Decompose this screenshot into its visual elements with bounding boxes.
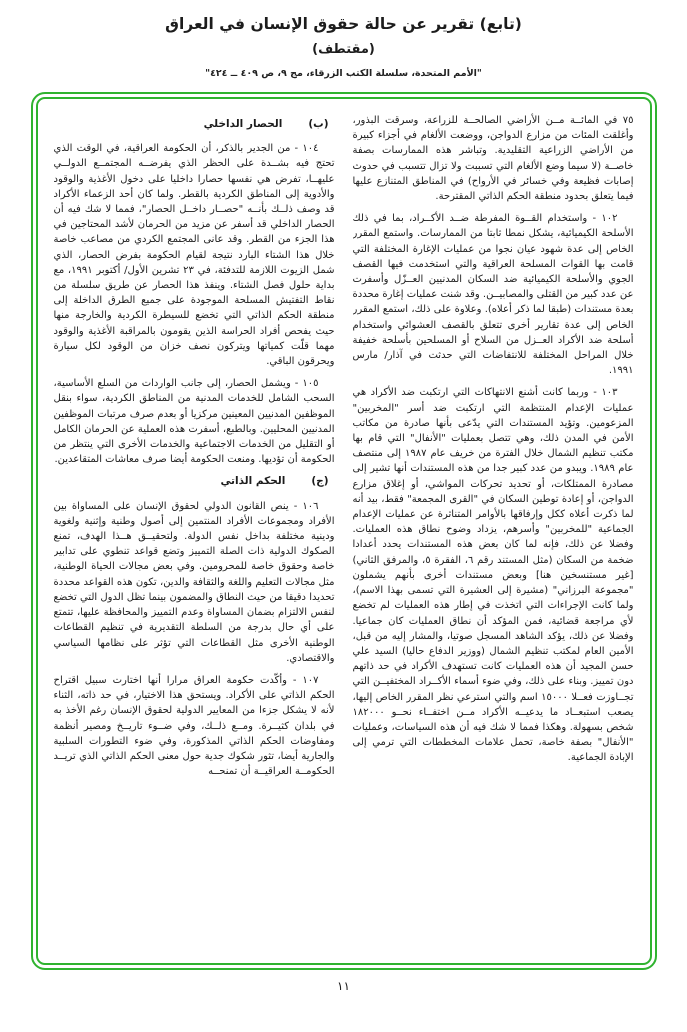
page-subtitle: (مقتطف) — [312, 42, 375, 57]
paragraph-103: ١٠٣ - وربما كانت أشنع الانتهاكات التي ارتكبت ضد الأكراد هي عمليات الإعدام المنتظمة التي ارتكبت ضد أسر "المخربين" المزعومين. وتؤيد المستندات التي يدّعى بأنها صادرة من مكاتب الأمن في المدن ذلك، وهي تتصل بعمليات "الأنفال" التي قام بها مكتب تنظيم الشمال خلال الفترة من خريف عام ١٩٨٧ إلى منتصف عام ١٩٨٩. ويبدو من عدد كبير جدا من هذه المستندات أنها تشير إلى مصادرة الممتلكات، أو تحديد تحركات المواشي، أو إغلاق مزارع الدواجن، أو إعادة توطين السكان في "القرى المجمعة" فقط، بيد أنه لما ذكرت أعلاه ككل وإرفاقها بالأوامر المتناثرة عن عمليات الإعدام الجماعية "للمخربين" وأسرهم، يزداد وضوح نطاق هذه العمليات. وفضلا عن ذلك، فإنه لما كان بعض هذه المستندات يحدد أعدادا ضخمة من السكان (مثل المستند رقم ٦، الفقرة ٥، والمرفق الثاني) [غير مستنسخين هنا] وبعض مستندات أخرى بأنهم يشملون "مجموعة البرزاني" (مشيرة إلى العشيرة التي تسمى بهذا الاسم)، ولما كانت الإجراءات التي اتخذت في إطار هذه العمليات لم تخضع لأي مراجعة قضائية، فمن المؤكد أن نطاق العمليات كان جماعيا. وفضلا عن ذلك، يؤكد الشاهد المسجل صوتيا، والمشار إليه من قبل، الأمين العام لمكتب تنظيم الشمال (ووزير الدفاع حاليا) السيد علي حسن المجيد أن هذه العمليات كانت تستهدف الأكراد في حد ذاتهم دون تمييز. وبناء على ذلك، وفي ضوء أسماء الأكــراد المختفيــن التي تجــاوزت فعــلا ١٥٠٠٠ اسم والتي استرعي نظر المقرر الخاص إليها، يصعب استبعــاد ما يدعيــه الأكراد مــن اختفــاء نحــو ١٨٢٠٠٠ شخص بسهولة. وهكذا فمما لا شك فيه أن هذه السياسات، وعمليات "الأنفال" بصفة خاصة، تحمل علامات المخططات التي ترمي إلى الإبادة الجماعية. — [352, 387, 634, 764]
paragraph-102: ١٠٢ - واستخدام القــوة المفرطة ضــد الأكــراد، بما في ذلك الأسلحة الكيميائية، يشكل نمطا ثابتا من الممارسات. واستمع المقرر الخاص إلى عدة شهود عيان نجوا من عمليات الإغارة المختلفة التي قامت بها القوات المسلحة العراقية والتي استخدمت فيها القصف الجوي والأسلحة الكيميائية ضد السكان المدنيين العــزّل وأسفرت عن عدد كبير من القتلى والمصابيــن. وقد شنت عمليات إغارة محددة بعدة مستندات (طبقا لما ذكر أعلاه). وعلاوة على ذلك، استمع المقرر الخاص إلى عدة تقارير أخرى تتعلق بالقصف العشوائي واستخدام أسلحة ضد الأكراد العــزل من السلاح أو المسلحين بأسلحة خفيفة خلال المراحل المختلفة للانتفاضات التي حدثت في آذار/ مارس ١٩٩١. — [352, 213, 634, 377]
section-title: الحصار الداخلي — [203, 118, 283, 130]
section-title: الحكم الذاتي — [220, 475, 286, 488]
paragraph-104: ١٠٤ - من الجدير بالذكر، أن الحكومة العراقية، في الوقت الذي تحتج فيه بشــدة على الحظر الذي يفرضــه المجتمــع الدولــي عليهــا، تفرض هي نفسها حصارا داخليا على دخول الأغذية والوقود والأدوية إلى المناطق الكردية بالقطر. ولما كان أحد الزعماء الأكراد قد وصف ذلــك بأنــه "حصــار داخــل الحصار"، فمما لا شك فيه أن الحصار الداخلي قد أسفر عن مزيد من الحرمان لأشد المحتاجين في هذا الجزء من القطر. وقد عانى المجتمع الكردي من مصاعب خاصة خلال هذا الشتاء البارد نتيجة لقيام الحكومة بفرض الحصار، الذي شمل الزيوت اللازمة للتدفئة، في ٢٣ تشرين الأول/ أكتوبر ١٩٩١، مع بداية حلول فصل الشتاء. وينفذ هذا الحصار عن طريق سلسلة من نقاط التفتيش المسلحة الموجودة على جميع الطرق الداخلة إلى منطقة الحكم الذاتي التي تخضع للسيطرة الكردية والخارجة منها حيث يفحص أفراد الحراسة الذين يقومون بالمراقبة الأغذية والوقود مهما قلّت كمياتها ويتركون نصف خزان من الوقود لكل سيارة ويحرقون الباقي. — [53, 143, 335, 368]
content-frame — [31, 92, 657, 970]
paragraph-106: ١٠٦ - ينص القانون الدولي لحقوق الإنسان على المساواة بين الأفراد ومجموعات الأفراد المنتمين إلى أصول وطنية وإثنية ولغوية ودينية مختلفة بداخل نفس الدولة. ولتحقيــق هــذا الهدف، تمنع الصكوك الدولية ذات الصلة التمييز وتضع قواعد تنطوي على تدابير خاصة وحقوق خاصة للمحرومين. وفي بعض مجالات الحياة الوطنية، مثل مجالات التعليم واللغة والثقافة والدين، تكون هذه القواعد محددة تحديدا دقيقا من حيث النطاق والمضمون بينما تظل الدول التي تخضع لنفس الالتزام بضمان المساواة وعدم التمييز والمحافظة عليها، تتمتع على أي حال بدرجة من السلطة التقديرية في تنظيم القطاعات الوطنية الأخرى مثل القطاعات التي تؤثر على نظامها السياسي والاقتصادي. — [53, 500, 335, 664]
section-letter: (ج) — [311, 475, 329, 488]
section-heading-internal-blockade — [54, 117, 329, 132]
left-column — [54, 113, 335, 951]
section-letter: (ب) — [308, 118, 329, 130]
paragraph-105: ١٠٥ - ويشمل الحصار، إلى جانب الواردات من السلع الأساسية، السحب الشامل للخدمات المدنية من المناطق الكردية، سواء بنقل الموظفين المدنيين المعينين مركزيا أو بعدم صرف مرتبات الموظفين المدنيين المحليين. وبالطبع، أسفرت هذه العملية عن الحرمان الكامل أو التقليل من الخدمات الاجتماعية والخدمات الأخرى التي ينتظر من الحكومة أن تؤديها. ومنعت الحكومة أيضا صرف معاشات المتقاعدين. — [53, 378, 335, 466]
document-header — [0, 0, 687, 79]
right-column — [353, 113, 634, 951]
paragraph-75-continuation: ٧٥ في المائــة مــن الأراضي الصالحــة للزراعة، وسرقت البذور، وأغلقت المئات من مزارع الدواجن، ووضعت الألغام في أجزاء كبيرة من الأراضي الزراعية التقليدية. وتباشر هذه الممارسات بصفة خاصــة (لا سيما وضع الألغام التي تسببت ولا تزال تتسبب في حدوث إصابات فظيعة وفي خسائر في الأرواح) في المناطق المتنازع عليها فيما يتعلق بحدود منطقة الحكم الذاتي المقترحة. — [352, 115, 634, 203]
paragraph-107: ١٠٧ - وأكّدت حكومة العراق مرارا أنها اختارت سبيل اقتراح الحكم الذاتي على الأكراد. ويستحق هذا الاختيار، في حد ذاته، الثناء لأنه لا يشكل جزءا من المعايير الدولية لحقوق الإنسان رغم الأخذ به في بلدان كثيــرة. ومــع ذلــك، وفي ضــوء تاريــخ ومصير أنظمة ومفاوضات الحكم الذاتي المذكورة، وفي ضوء التطورات السلبية والجارية أيضا، تثور شكوك جدية حول معنى الحكم الذاتي الذي تريــد الحكومــة العراقيــة أن تمنحــه — [53, 674, 335, 778]
page-title: (تابع) تقرير عن حالة حقوق الإنسان في العراق — [165, 15, 522, 33]
source-citation: "الأمم المتحدة، سلسلة الكتب الزرقاء، مج ٩، ص ٤٠٩ ــ ٤٢٤" — [205, 68, 482, 79]
two-column-layout — [54, 113, 634, 951]
page-footer — [0, 979, 687, 993]
section-heading-autonomy — [54, 474, 329, 489]
page-number: ١١ — [337, 979, 350, 993]
